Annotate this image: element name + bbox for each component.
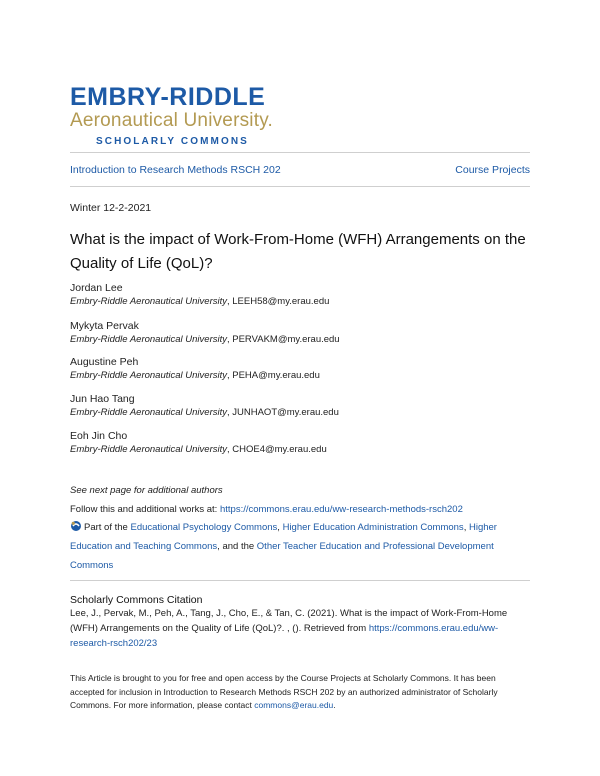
author-email: , PEHA@my.erau.edu [226, 370, 320, 381]
collection-link[interactable]: https://commons.erau.edu/ww-research-methods-rsch202 [219, 504, 463, 515]
higher-education-teaching-commons-link[interactable]: Higher Education and Teaching Commons [70, 522, 497, 552]
citation-link[interactable]: https://commons.erau.edu/ww-research-rsch202/23 [70, 623, 499, 649]
affiliation-institution: Embry-Riddle Aeronautical University [70, 407, 227, 418]
author-name: Eoh Jin Cho [70, 430, 128, 442]
logo-line-scholarly-commons: SCHOLARLY COMMONS [96, 136, 249, 147]
follow-line [70, 502, 530, 517]
author-affiliation [70, 407, 339, 418]
author-affiliation [70, 444, 327, 455]
see-next-page-note: See next page for additional authors [70, 485, 223, 496]
follow-text: Follow this and additional works at: [70, 504, 220, 515]
logo-line-embry-riddle: EMBRY-RIDDLE [70, 83, 266, 111]
course-projects-link[interactable]: Course Projects [455, 164, 530, 176]
author-name: Mykyta Pervak [70, 320, 139, 332]
author-name: Jordan Lee [70, 282, 123, 294]
publication-date: Winter 12-2-2021 [70, 202, 152, 214]
author-name: Jun Hao Tang [70, 393, 135, 405]
educational-psychology-commons-link[interactable]: Educational Psychology Commons [130, 522, 278, 533]
part-of-separator: , and the [217, 541, 257, 552]
erau-logo [70, 84, 310, 147]
divider-citation [70, 580, 530, 581]
part-of-prefix: Part of the [84, 522, 131, 533]
author-email: , CHOE4@my.erau.edu [226, 444, 327, 455]
other-teacher-education-commons-link[interactable]: Other Teacher Education and Professional Development Commons [70, 541, 494, 571]
logo-line-aeronautical-university: Aeronautical University. [70, 110, 273, 131]
author-email: , PERVAKM@my.erau.edu [226, 334, 340, 345]
affiliation-institution: Embry-Riddle Aeronautical University [70, 444, 227, 455]
author-email: , LEEH58@my.erau.edu [226, 296, 330, 307]
author-email: , JUNHAOT@my.erau.edu [226, 407, 339, 418]
higher-education-administration-commons-link[interactable]: Higher Education Administration Commons [282, 522, 464, 533]
footer-text: This Article is brought to you for free and open access by the Course Projects at Scholarly Commons. It has been accepted for inclusion in Introduction to Research Methods RSCH 202 by an authorized administrator of Scholarly Commons. For more information, please contact [70, 673, 498, 710]
part-of-block [70, 518, 530, 575]
divider-series [70, 186, 530, 187]
series-link[interactable]: Introduction to Research Methods RSCH 202 [70, 164, 281, 176]
network-commons-icon [70, 520, 82, 532]
citation-text: Lee, J., Pervak, M., Peh, A., Tang, J., Cho, E., & Tan, C. (2021). What is the impact of Work-From-Home (WFH) Arrangements on the Quality of Life (QoL)?. , (). Retrieved from [70, 608, 508, 634]
contact-email-link[interactable]: commons@erau.edu [254, 700, 334, 710]
affiliation-institution: Embry-Riddle Aeronautical University [70, 296, 227, 307]
part-of-separator: , [463, 522, 469, 533]
affiliation-institution: Embry-Riddle Aeronautical University [70, 334, 227, 345]
part-of-separator: , [277, 522, 283, 533]
footer-end: . [333, 700, 336, 710]
divider-top [70, 152, 530, 153]
author-affiliation [70, 370, 320, 381]
affiliation-institution: Embry-Riddle Aeronautical University [70, 370, 227, 381]
author-name: Augustine Peh [70, 356, 139, 368]
author-affiliation [70, 296, 329, 307]
article-title: What is the impact of Work-From-Home (WFH) Arrangements on the Quality of Life (QoL)? [70, 231, 526, 272]
footer-notice [70, 672, 530, 713]
author-affiliation [70, 334, 340, 345]
citation-heading: Scholarly Commons Citation [70, 594, 203, 606]
citation-body [70, 606, 530, 651]
